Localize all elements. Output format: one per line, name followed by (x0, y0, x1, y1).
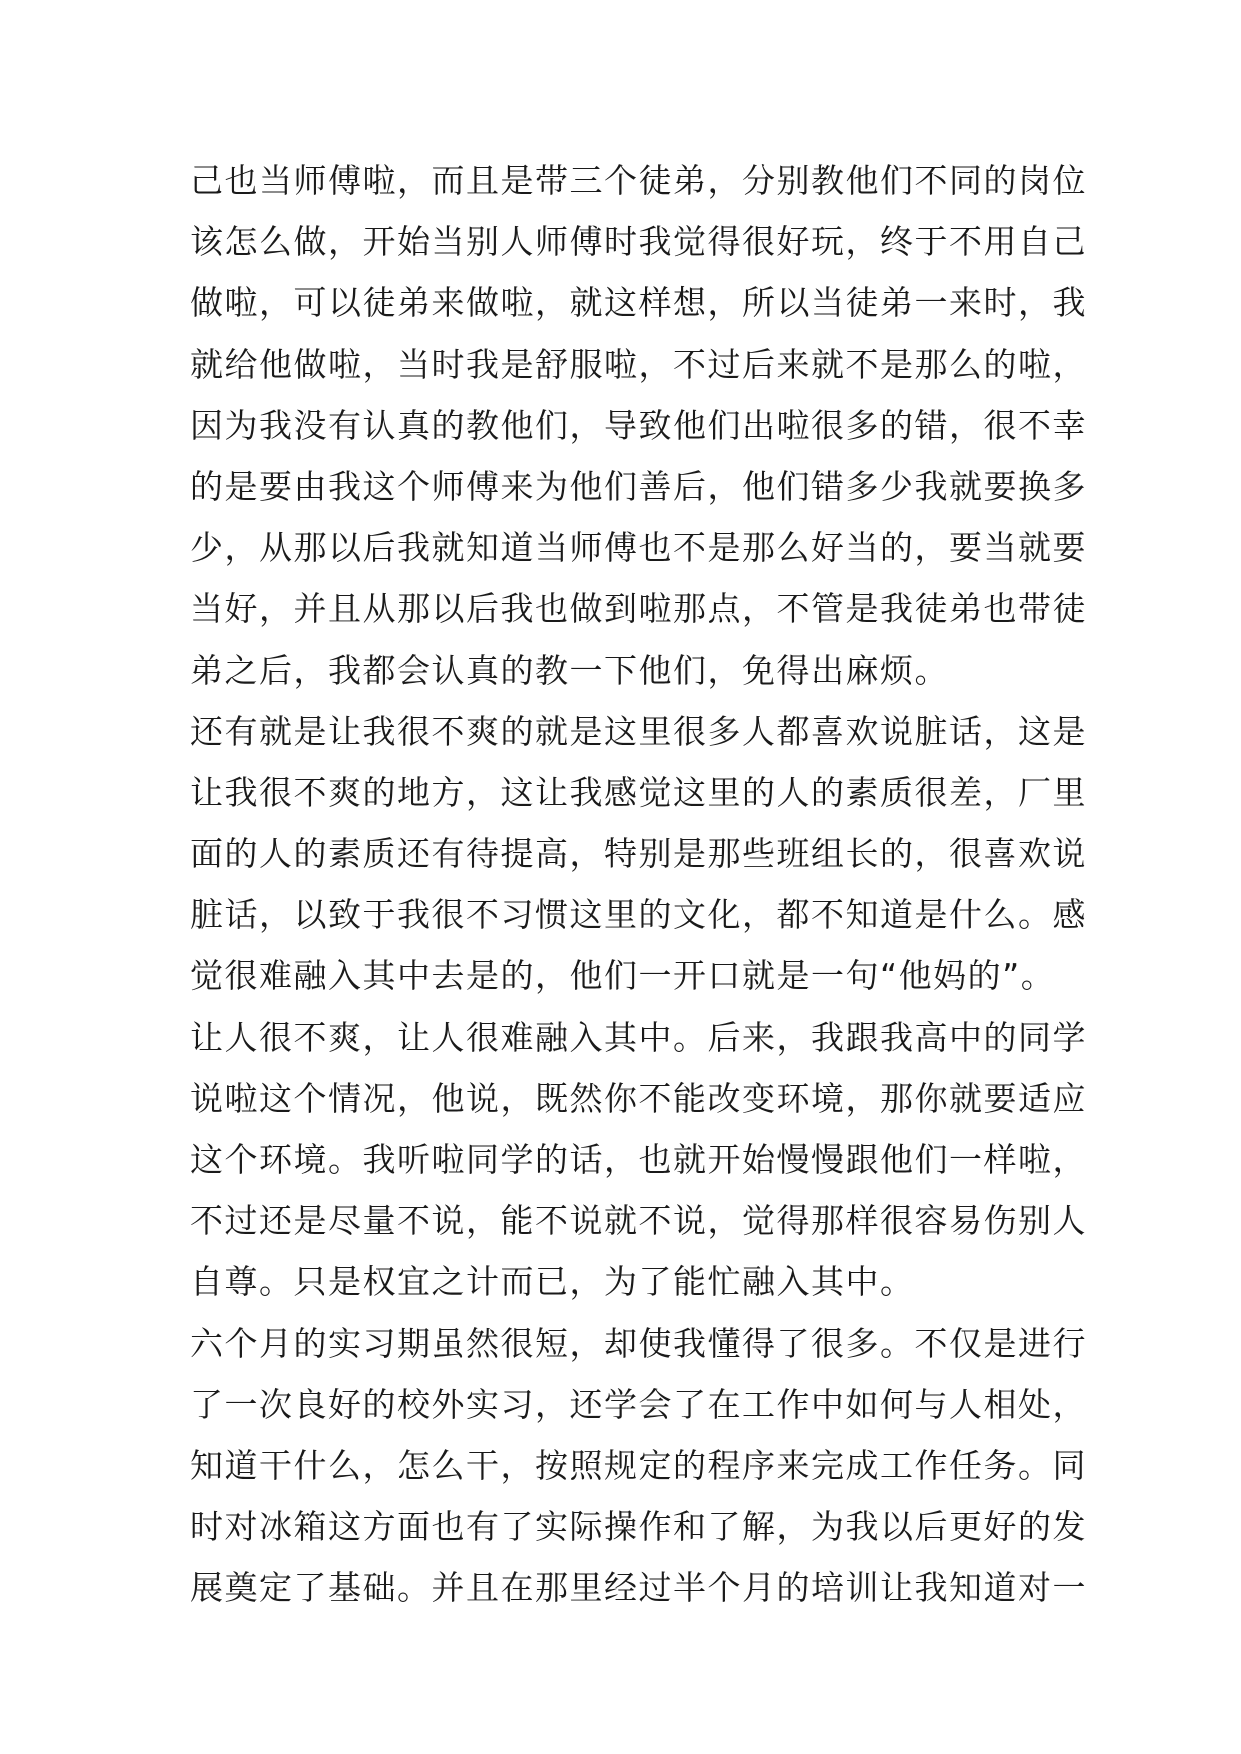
text-line: 让我很不爽的地方，这让我感觉这里的人的素质很差，厂里 (190, 772, 1087, 812)
text-line: 弟之后，我都会认真的教一下他们，免得出麻烦。 (190, 650, 949, 690)
text-line: 这个环境。我听啦同学的话，也就开始慢慢跟他们一样啦， (190, 1140, 1087, 1179)
text-line: 做啦，可以徒弟来做啦，就这样想，所以当徒弟一来时，我 (190, 283, 1087, 323)
text-line: 了一次良好的校外实习，还学会了在工作中如何与人相处， (190, 1384, 1087, 1424)
text-line: 的是要由我这个师傅来为他们善后，他们错多少我就要换多 (190, 466, 1087, 506)
text-line: 面的人的素质还有待提高，特别是那些班组长的，很喜欢说 (190, 834, 1087, 874)
text-line: 己也当师傅啦，而且是带三个徒弟，分别教他们不同的岗位 (190, 161, 1087, 200)
text-line: 还有就是让我很不爽的就是这里很多人都喜欢说脏话，这是 (190, 711, 1087, 751)
text-line: 六个月的实习期虽然很短，却使我懂得了很多。不仅是进行 (190, 1323, 1087, 1363)
text-line: 不过还是尽量不说，能不说就不说，觉得那样很容易伤别人 (190, 1201, 1087, 1241)
text-line: 因为我没有认真的教他们，导致他们出啦很多的错，很不幸 (190, 405, 1087, 445)
text-line: 说啦这个情况，他说，既然你不能改变环境，那你就要适应 (190, 1078, 1087, 1118)
text-line: 少，从那以后我就知道当师傅也不是那么好当的，要当就要 (190, 528, 1087, 568)
text-line: 让人很不爽，让人很难融入其中。后来，我跟我高中的同学 (190, 1017, 1087, 1057)
text-line: 脏话，以致于我很不习惯这里的文化，都不知道是什么。感 (190, 895, 1087, 935)
text-line: 就给他做啦，当时我是舒服啦，不过后来就不是那么的啦， (190, 344, 1087, 384)
text-line: 知道干什么，怎么干，按照规定的程序来完成工作任务。同 (190, 1445, 1087, 1485)
text-line: 展奠定了基础。并且在那里经过半个月的培训让我知道对一 (190, 1568, 1087, 1608)
text-line: 觉很难融入其中去是的，他们一开口就是一句“他妈的”。 (190, 956, 1056, 996)
text-line: 该怎么做，开始当别人师傅时我觉得很好玩，终于不用自己 (190, 222, 1087, 262)
text-line: 自尊。只是权宜之计而已，为了能忙融入其中。 (190, 1262, 915, 1302)
text-line: 当好，并且从那以后我也做到啦那点，不管是我徒弟也带徒 (190, 589, 1087, 629)
text-line: 时对冰箱这方面也有了实际操作和了解，为我以后更好的发 (190, 1507, 1087, 1547)
body-text (190, 150, 1087, 1619)
